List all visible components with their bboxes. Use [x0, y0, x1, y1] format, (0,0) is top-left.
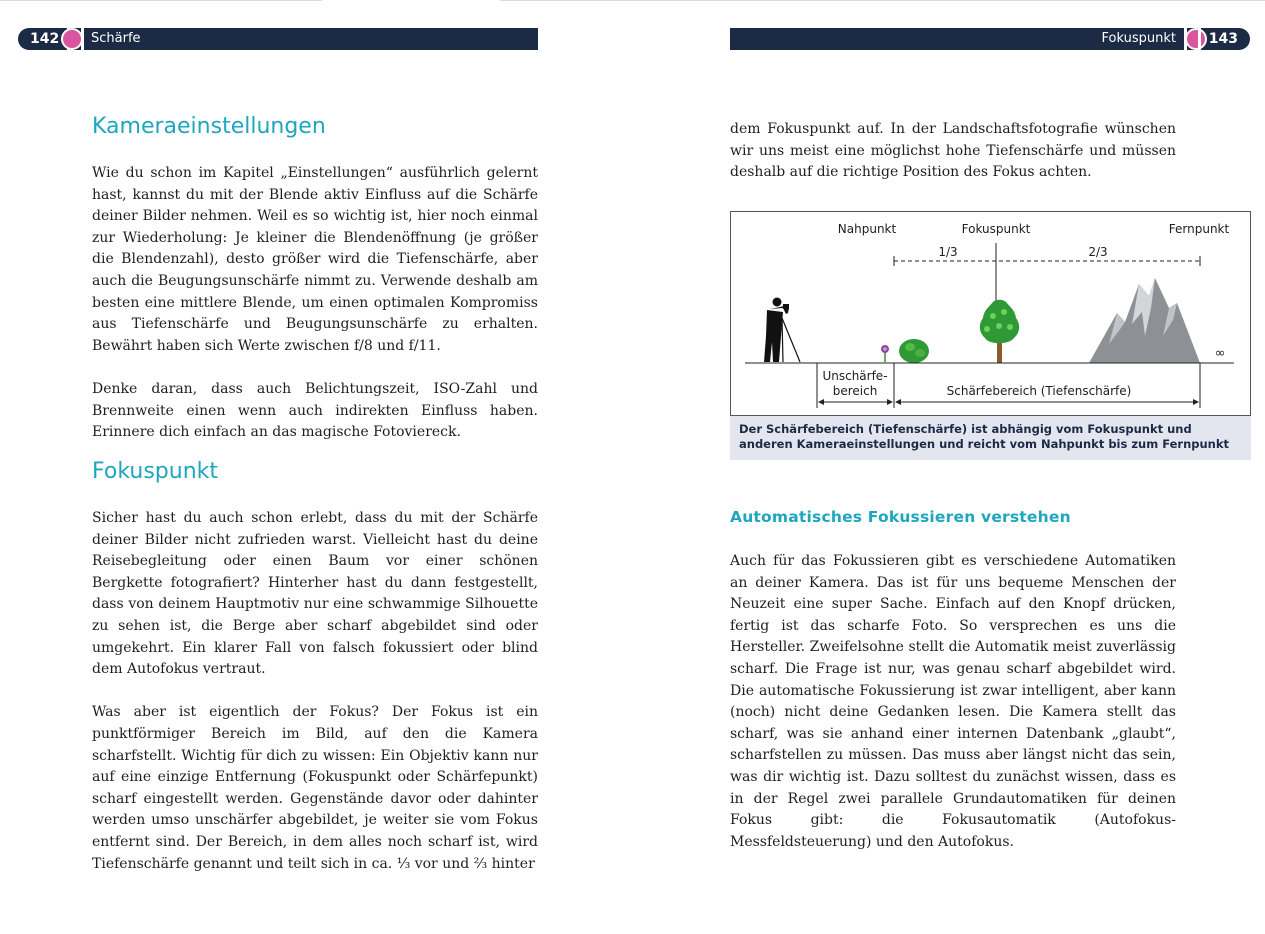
- chapter-dot-icon: [61, 28, 83, 50]
- heading-kameraeinstellungen: Kameraeinstellungen: [92, 114, 326, 139]
- left-running-head-title: Schärfe: [91, 31, 141, 46]
- label-fokuspunkt: Fokuspunkt: [961, 222, 1031, 236]
- right-column-text-1: [730, 119, 1176, 184]
- figure-caption: Der Schärfebereich (Tiefenschärfe) ist abhängig vom Fokuspunkt und anderen Kameraeinstellungen und reicht vom Nahpunkt bis zum Fernpunkt: [730, 416, 1251, 460]
- fraction-back: 2/3: [1088, 245, 1108, 259]
- paragraph: Auch für das Fokussieren gibt es verschiedene Automatiken an deiner Kamera. Das ist für uns bequeme Menschen der Neuzeit eine super Sache. Einfach auf den Knopf drücken, fertig ist das scharfe Foto. So versprechen es uns die Hersteller. Zweifelsohne stellt die Automatik meist zuverlässig scharf. Die Frage ist nur, was genau scharf abgebildet wird. Die automatische Fokussierung ist zwar intelligent, aber kann (noch) nicht deine Gedanken lesen. Die Kamera stellt das scharf, was sie anhand einer internen Datenbank „glaubt“, scharfstellen zu müssen. Das muss aber längst nicht das sein, was dir wichtig ist. Dazu solltest du zunächst wissen, dass es in der Regel zwei parallele Grundautomatiken für deinen Fokus gibt: die Fokusautomatik (Autofokus-Messfeldsteuerung) und den Autofokus.: [730, 553, 1176, 850]
- left-running-header: [18, 28, 538, 50]
- paragraph: Sicher hast du auch schon erlebt, dass du mit der Schärfe deiner Bilder nicht zufrieden warst. Vielleicht hast du deine Reisebegleitung oder einen Baum vor einer schönen Bergkette fotografiert? Hinterher hast du dann festgestellt, dass von deinem Hauptmotiv nur eine schwammige Silhouette zu sehen ist, die Berge aber scharf abgebildet sind oder umgekehrt. Ein klarer Fall von falsch fokussiert oder blind dem Autofokus vertraut.: [92, 510, 538, 678]
- top-rule-gap: [322, 0, 500, 2]
- blur-zone-label: bereich: [832, 384, 878, 398]
- bush-icon: [899, 339, 929, 363]
- tree-icon: [980, 300, 1019, 363]
- right-page-number: 143: [1208, 31, 1238, 47]
- paragraph: Was aber ist eigentlich der Fokus? Der Fokus ist ein punktförmiger Bereich im Bild, auf den die Kamera scharfstellt. Wichtig für dich zu wissen: Ein Objektiv kann nur auf eine einzige Entfernung (Fokuspunkt oder Schärfepunkt) scharf eingestellt werden. Gegenstände davor oder dahinter werden umso unschärfer abgebildet, je weiter sie vom Fokus entfernt sind. Der Bereich, in dem alles noch scharf ist, wird Tiefenschärfe genannt und teilt sich in ca. ⅓ vor und ⅔ hinter: [92, 704, 538, 872]
- depth-of-field-diagram: [731, 212, 1250, 415]
- paragraph: Wie du schon im Kapitel „Einstellungen“ ausführlich gelernt hast, kannst du mit der Blende aktiv Einfluss auf die Schärfe deiner Bilder nehmen. Weil es so wichtig ist, hier noch einmal zur Wiederholung: Je kleiner die Blendenöffnung (je größer die Blendenzahl), desto größer wird die Tiefenschärfe, aber auch die Beugungsunschärfe nimmt zu. Verwende deshalb am besten eine mittlere Blende, um einen optimalen Kompromiss aus Tiefenschärfe und Beugungsunschärfe zu erhalten. Bewährt haben sich Werte zwischen f/8 und f/11.: [92, 165, 538, 354]
- heading-automatisches-fokussieren: Automatisches Fokussieren verstehen: [730, 508, 1071, 526]
- header-separator: [81, 28, 84, 50]
- left-page-number: 142: [30, 31, 60, 47]
- infinity-symbol: ∞: [1214, 346, 1226, 361]
- flower-icon: [881, 345, 889, 362]
- left-column-text-2: [92, 508, 538, 875]
- blur-zone-label: Unschärfe-: [822, 369, 888, 383]
- label-fernpunkt: Fernpunkt: [1168, 222, 1230, 236]
- header-separator: [1198, 28, 1201, 50]
- blur-zone-arrow: [818, 399, 893, 405]
- sharp-zone-label: Schärfebereich (Tiefenschärfe): [946, 384, 1132, 398]
- right-column-text-2: [730, 551, 1176, 853]
- right-running-head-title: Fokuspunkt: [1101, 31, 1176, 46]
- mountain-icon: [1089, 278, 1200, 363]
- right-running-header: [730, 28, 1250, 50]
- paragraph: Denke daran, dass auch Belichtungszeit, ISO-Zahl und Brennweite einen wenn auch indirekten Einfluss haben. Erinnere dich einfach an das magische Fotoviereck.: [92, 380, 538, 441]
- left-column-text-1: [92, 163, 538, 444]
- depth-of-field-figure: [730, 211, 1251, 416]
- top-rule: [0, 0, 1265, 1]
- heading-fokuspunkt: Fokuspunkt: [92, 459, 219, 484]
- chapter-dot-icon: [1185, 28, 1207, 50]
- fraction-front: 1/3: [938, 245, 958, 259]
- paragraph: dem Fokuspunkt auf. In der Landschaftsfotografie wünschen wir uns meist eine möglichst hohe Tiefenschärfe und müssen deshalb auf die richtige Position des Fokus achten.: [730, 121, 1176, 181]
- label-nahpunkt: Nahpunkt: [837, 222, 897, 236]
- sharp-zone-arrow: [895, 399, 1199, 405]
